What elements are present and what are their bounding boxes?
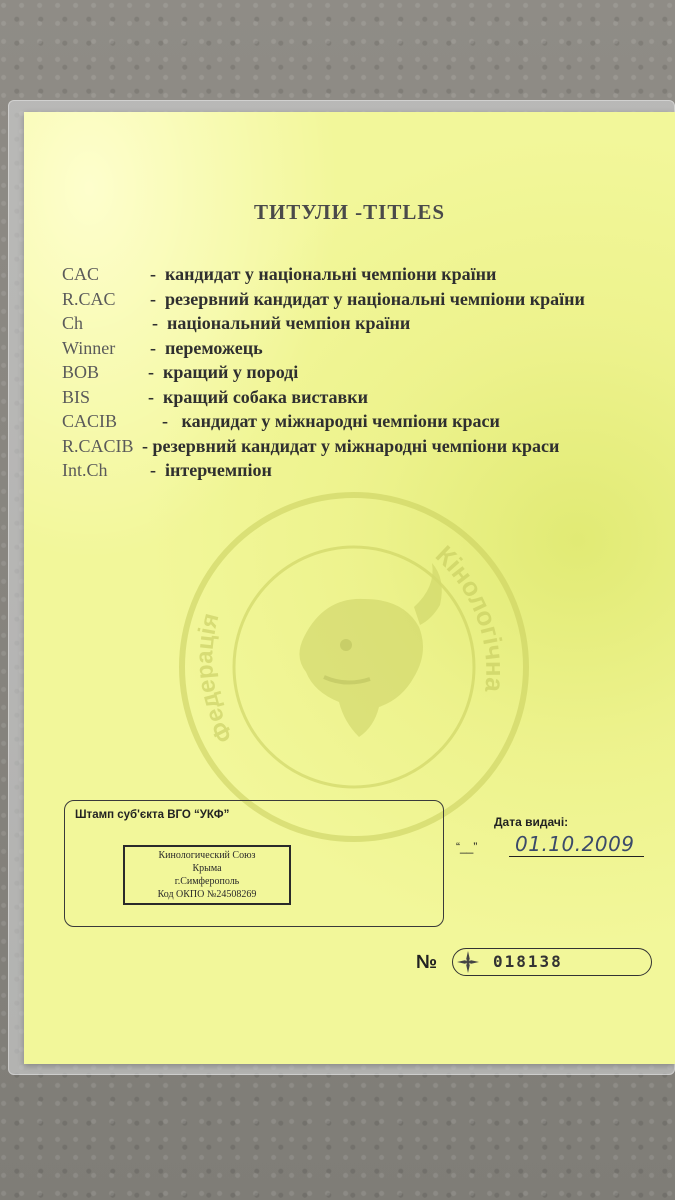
number-box bbox=[452, 948, 652, 976]
seal-text-top: Кінологічна bbox=[429, 539, 511, 694]
title-row-winner bbox=[62, 338, 672, 363]
seal-text-left: Федерація bbox=[191, 610, 240, 747]
title-separator: - bbox=[162, 411, 168, 431]
stamp-label: Штамп суб'єкта ВГО “УКФ” bbox=[75, 809, 230, 821]
title-code: Winner bbox=[62, 337, 116, 358]
title-separator: - bbox=[150, 264, 156, 284]
title-separator: - bbox=[152, 313, 158, 333]
title-description: кандидат у міжнародні чемпіони краси bbox=[181, 411, 500, 431]
title-code: BOB bbox=[62, 362, 100, 382]
title-code: Int.Ch bbox=[62, 460, 108, 480]
stamp-box bbox=[64, 800, 444, 927]
title-description: кандидат у національні чемпіони країни bbox=[165, 264, 497, 284]
svg-text:Федерація bbox=[191, 610, 239, 747]
title-row-intch bbox=[62, 460, 672, 485]
title-code: CAC bbox=[62, 264, 100, 284]
stamp-line: Код ОКПО №24508269 bbox=[157, 889, 257, 900]
titles-list bbox=[62, 264, 672, 485]
title-separator: - bbox=[148, 386, 154, 407]
title-separator: - bbox=[150, 288, 156, 309]
title-row-rcac bbox=[62, 289, 672, 314]
title-description: переможець bbox=[165, 337, 263, 358]
title-code: BIS bbox=[62, 386, 91, 407]
issue-date-label: Дата видачі: bbox=[494, 815, 569, 829]
title-row-ch bbox=[62, 313, 672, 338]
document-number bbox=[416, 948, 656, 978]
title-code: CACIB bbox=[62, 411, 118, 431]
title-row-bob bbox=[62, 362, 672, 387]
title-row-rcacib bbox=[62, 436, 672, 461]
title-description: резервний кандидат у міжнародні чемпіони краси bbox=[152, 435, 560, 456]
title-separator: - bbox=[150, 337, 156, 358]
title-row-cac bbox=[62, 264, 672, 289]
title-description: кращий собака виставки bbox=[163, 386, 369, 407]
title-description: резервний кандидат у національні чемпіони країни bbox=[165, 288, 585, 309]
stamp-line: Кинологический Союз bbox=[158, 850, 256, 861]
title-code: R.CACIB bbox=[62, 435, 134, 456]
stamp-line: Крыма bbox=[192, 863, 222, 874]
number-value: 018138 bbox=[493, 952, 563, 971]
title-code: R.CAC bbox=[62, 288, 116, 309]
organization-stamp bbox=[123, 845, 291, 905]
kennel-federation-seal bbox=[174, 487, 534, 847]
number-sign: № bbox=[416, 952, 438, 973]
page-title: ТИТУЛИ -TITLES bbox=[253, 200, 446, 224]
title-code: Ch bbox=[62, 313, 84, 333]
title-description: інтерчемпіон bbox=[165, 460, 272, 480]
title-description: національний чемпіон країни bbox=[167, 313, 411, 333]
title-separator: - bbox=[148, 362, 154, 382]
title-separator: - bbox=[150, 460, 156, 480]
compass-star-icon bbox=[456, 950, 480, 974]
issue-date-prefix: “__” bbox=[456, 840, 478, 854]
stamp-line: г.Симферополь bbox=[174, 876, 240, 887]
title-row-bis bbox=[62, 387, 672, 412]
title-row-cacib bbox=[62, 411, 672, 436]
title-description: кращий у породі bbox=[163, 362, 299, 382]
document-page bbox=[24, 112, 675, 1064]
title-separator: - bbox=[142, 435, 148, 456]
svg-text:Кінологічна bbox=[430, 539, 510, 693]
issue-date-value: 01.10.2009 bbox=[509, 832, 644, 857]
